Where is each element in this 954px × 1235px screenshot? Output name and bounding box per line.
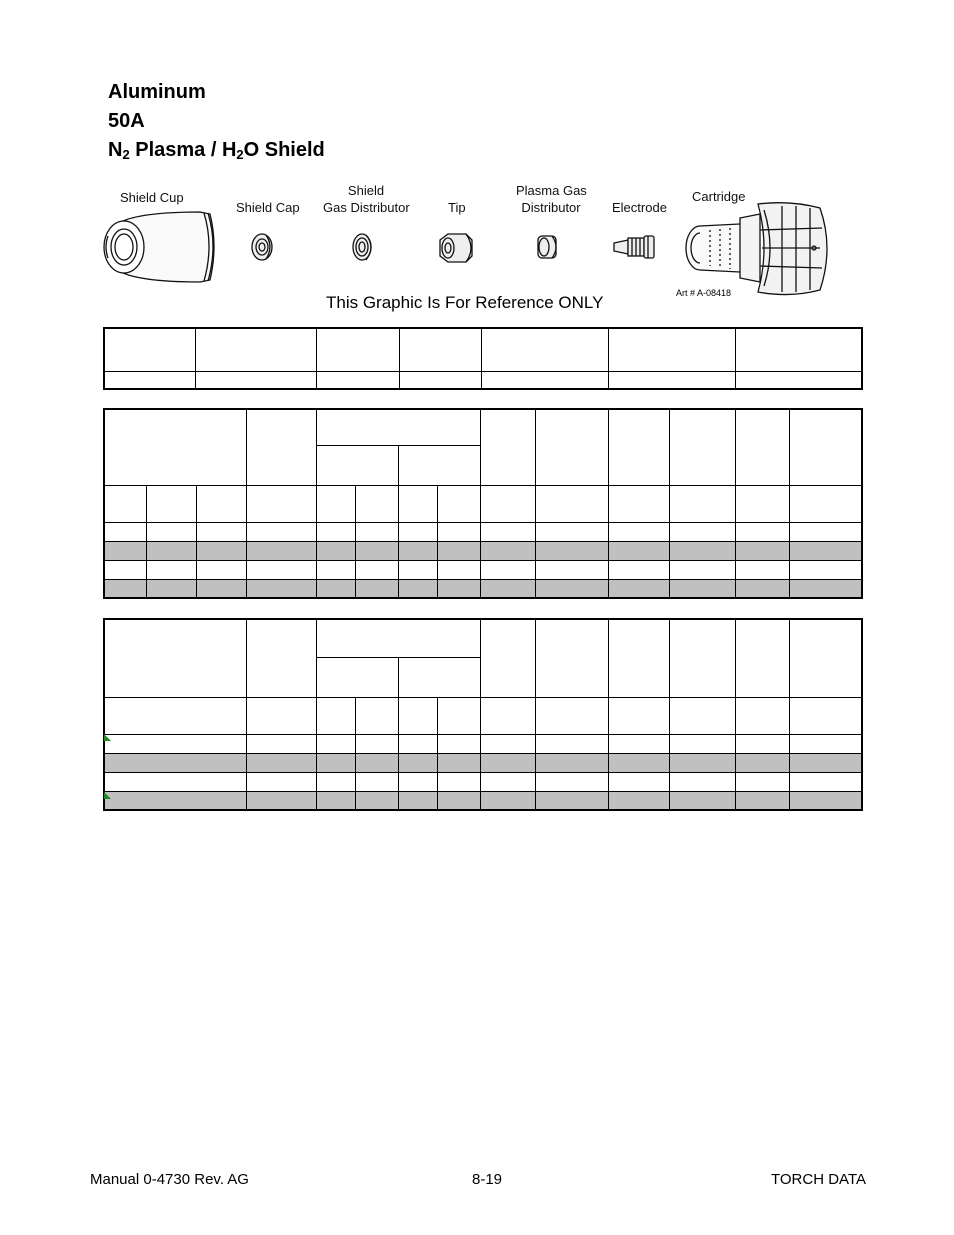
label-electrode: Electrode (612, 200, 667, 215)
label-tip: Tip (448, 200, 466, 215)
label-shield-cup: Shield Cup (120, 190, 184, 205)
table-row (104, 579, 862, 598)
tip-icon (440, 234, 472, 262)
label-shield-gas-distributor: Shield Gas Distributor (323, 183, 410, 215)
plasma-gas-distributor-icon (538, 236, 556, 258)
table-row (104, 522, 862, 541)
consumable-parts-illustration (0, 0, 954, 320)
corner-marker-icon (104, 734, 111, 741)
footer-page-number: 8-19 (472, 1171, 503, 1188)
title-amperage: 50A (108, 110, 145, 132)
table-row (104, 772, 862, 791)
table-row (104, 753, 862, 772)
table-row (104, 734, 862, 753)
table-row (104, 560, 862, 579)
label-shield-cap: Shield Cap (236, 200, 300, 215)
title-material: Aluminum (108, 81, 206, 103)
label-cartridge: Cartridge (692, 189, 746, 204)
cut-chart-table-1 (103, 408, 863, 599)
corner-marker-icon (104, 792, 111, 799)
shield-cup-icon (104, 212, 214, 282)
art-number: Art # A-08418 (676, 288, 732, 298)
footer-manual-number: Manual 0-4730 Rev. AG (90, 1171, 249, 1188)
cartridge-icon (686, 203, 827, 295)
reference-note: This Graphic Is For Reference ONLY (326, 293, 604, 312)
label-plasma-gas-distributor: Plasma Gas Distributor (516, 183, 587, 215)
title-gases: $N_2$ Plasma / $H_2O$ Shield (108, 139, 325, 162)
cut-chart-table-2 (103, 618, 863, 811)
table-row (104, 791, 862, 810)
shield-cap-icon (252, 234, 272, 260)
electrode-icon (614, 236, 654, 258)
shield-gas-distributor-icon (353, 234, 371, 260)
table-row (104, 541, 862, 560)
footer-section-title: TORCH DATA (771, 1171, 867, 1188)
consumables-table (103, 327, 863, 390)
